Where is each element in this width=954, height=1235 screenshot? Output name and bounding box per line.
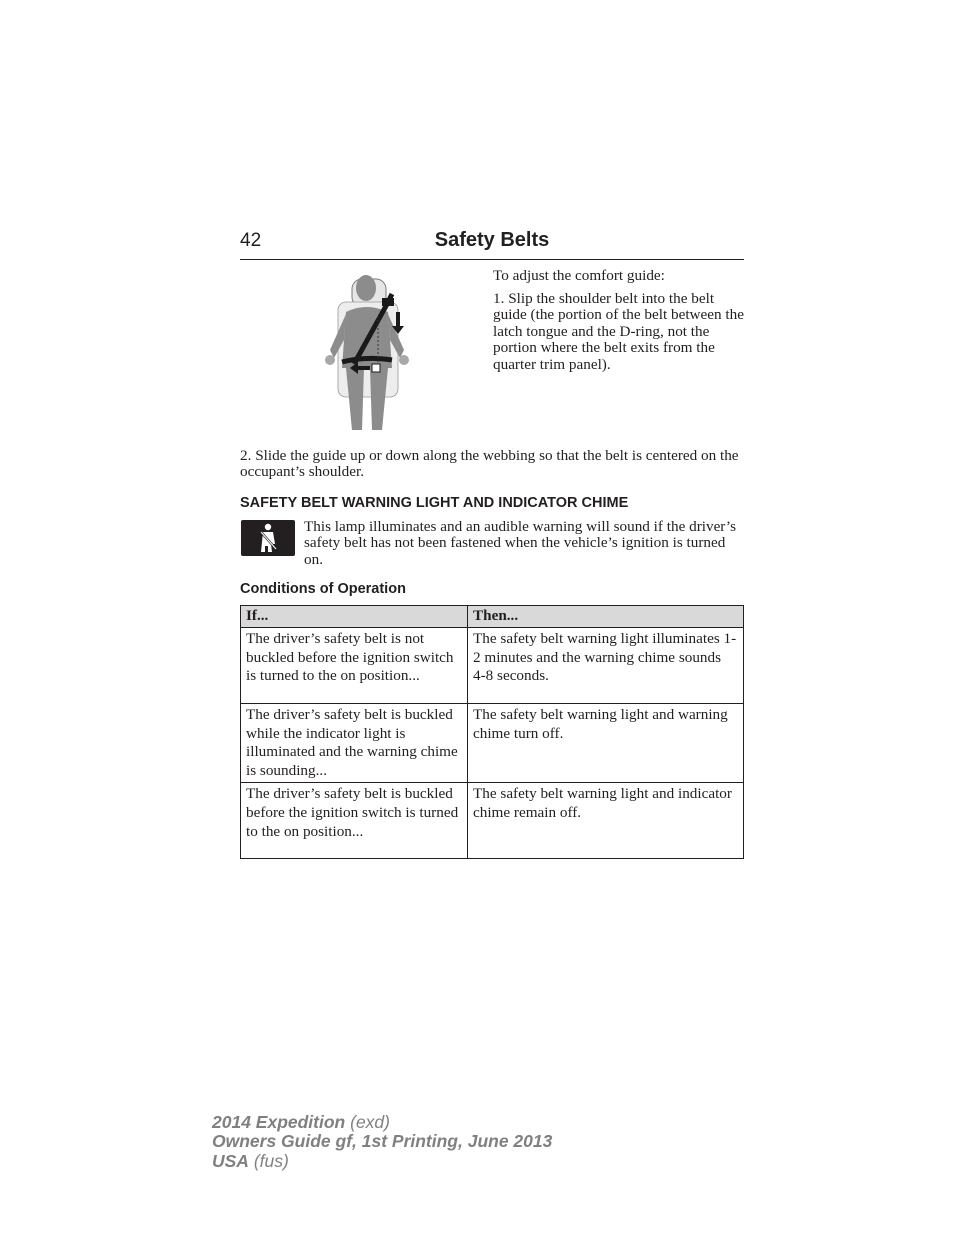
- conditions-table: [240, 605, 744, 859]
- page-header: [240, 228, 744, 260]
- page-number: 42: [240, 230, 262, 251]
- table-cell-if: The driver’s safety belt is buckled while the indicator light is illuminated and the warning chime is sounding...: [241, 703, 468, 782]
- table-cell-if: The driver’s safety belt is not buckled before the ignition switch is turned to the on position...: [241, 627, 468, 703]
- comfort-guide-intro: To adjust the comfort guide:: [493, 267, 665, 284]
- seatbelt-warning-icon: [241, 520, 295, 556]
- footer-market: USA: [212, 1150, 249, 1171]
- comfort-guide-illustration: [318, 270, 418, 432]
- footer-model: 2014 Expedition: [212, 1112, 346, 1132]
- comfort-guide-step-2: 2. Slide the guide up or down along the webbing so that the belt is centered on the occupant’s shoulder.: [240, 447, 739, 481]
- conditions-heading: Conditions of Operation: [240, 581, 406, 597]
- column-header-if: If...: [241, 606, 468, 628]
- footer-line-1: [212, 1113, 552, 1132]
- table-row: [241, 627, 744, 703]
- table-cell-then: The safety belt warning light and indicator chime remain off.: [468, 782, 744, 858]
- page-title: Safety Belts: [434, 229, 550, 251]
- footer-model-code: (exd): [345, 1112, 390, 1132]
- table-cell-if: The driver’s safety belt is buckled before the ignition switch is turned to the on position...: [241, 782, 468, 858]
- footer-edition: Owners Guide gf, 1st Printing, June 2013: [212, 1131, 553, 1152]
- table-cell-then: The safety belt warning light illuminates 1-2 minutes and the warning chime sounds 4-8 seconds.: [468, 627, 744, 703]
- table-header-row: [241, 606, 744, 628]
- warning-description: This lamp illuminates and an audible warning will sound if the driver’s safety belt has not been fastened when the vehicle’s ignition is turned on.: [304, 518, 737, 568]
- footer-line-3: [212, 1152, 552, 1171]
- comfort-guide-step-1: 1. Slip the shoulder belt into the belt guide (the portion of the belt between the latch tongue and the D-ring, not the portion where the belt exits from the quarter trim panel).: [493, 290, 744, 373]
- warning-section-heading: SAFETY BELT WARNING LIGHT AND INDICATOR CHIME: [240, 495, 629, 511]
- footer-line-2: [212, 1132, 552, 1151]
- page-footer: [212, 1113, 552, 1171]
- table-row: [241, 782, 744, 858]
- footer-market-code: (fus): [248, 1150, 289, 1171]
- column-header-then: Then...: [468, 606, 744, 628]
- table-cell-then: The safety belt warning light and warning chime turn off.: [468, 703, 744, 782]
- table-row: [241, 703, 744, 782]
